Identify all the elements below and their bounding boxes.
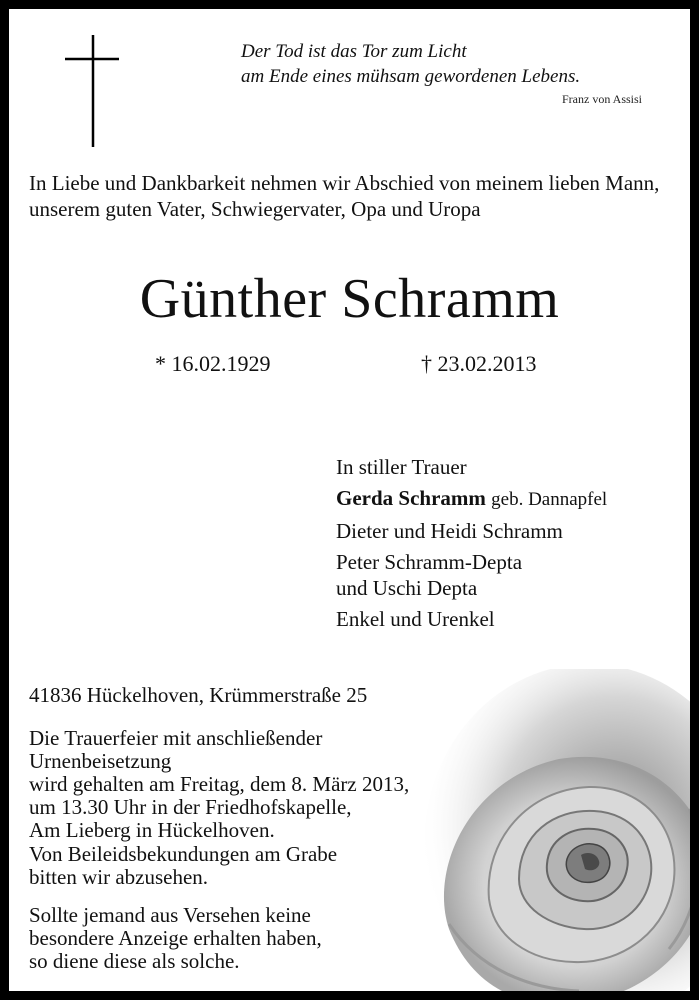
widow-name: Gerda Schramm [336,486,486,510]
birth-date: * 16.02.1929 [155,351,271,376]
mourner-line-4: Enkel und Urenkel [336,607,495,631]
mourners-heading: In stiller Trauer [336,455,467,479]
death-date: † 23.02.2013 [421,351,537,376]
notice-line-2: besondere Anzeige erhalten haben, [29,926,322,950]
rose-image [389,669,699,1000]
mourner-line-3a: Peter Schramm-Depta [336,550,523,574]
funeral-line-2: wird gehalten am Freitag, dem 8. März 2013, [29,772,410,796]
mourner-line-3b: und Uschi Depta [336,576,478,600]
mourner-widow [336,485,696,513]
notice-text [29,904,429,973]
cross-icon [61,35,121,147]
intro-text: In Liebe und Dankbarkeit nehmen wir Abschied von meinem lieben Mann, unserem guten Vater, Schwiegervater, Opa und Uropa [29,171,660,221]
funeral-line-1: Die Trauerfeier mit anschließender Urnenbeisetzung [29,726,323,773]
deceased-name: Günther Schramm [139,268,560,330]
funeral-line-4: Am Lieberg in Hückelhoven. [29,818,275,842]
quote-author: Franz von Assisi [562,92,643,106]
mourners-block [336,454,696,632]
condolence-line-2: bitten wir abzusehen. [29,865,209,889]
quote-line-1: Der Tod ist das Tor zum Licht [241,41,467,62]
widow-maiden-name: geb. Dannapfel [491,489,608,510]
funeral-line-3: um 13.30 Uhr in der Friedhofskapelle, [29,795,352,819]
quote-line-2: am Ende eines mühsam gewordenen Lebens. [241,66,581,87]
funeral-info [29,727,429,842]
condolence-line-1: Von Beileidsbekundungen am Grabe [29,842,338,866]
quote [241,39,681,89]
address: 41836 Hückelhoven, Krümmerstraße 25 [29,683,368,707]
mourner-line-2: Dieter und Heidi Schramm [336,519,563,543]
condolence-note [29,843,429,889]
notice-line-1: Sollte jemand aus Versehen keine [29,903,311,927]
notice-line-3: so diene diese als solche. [29,949,240,973]
